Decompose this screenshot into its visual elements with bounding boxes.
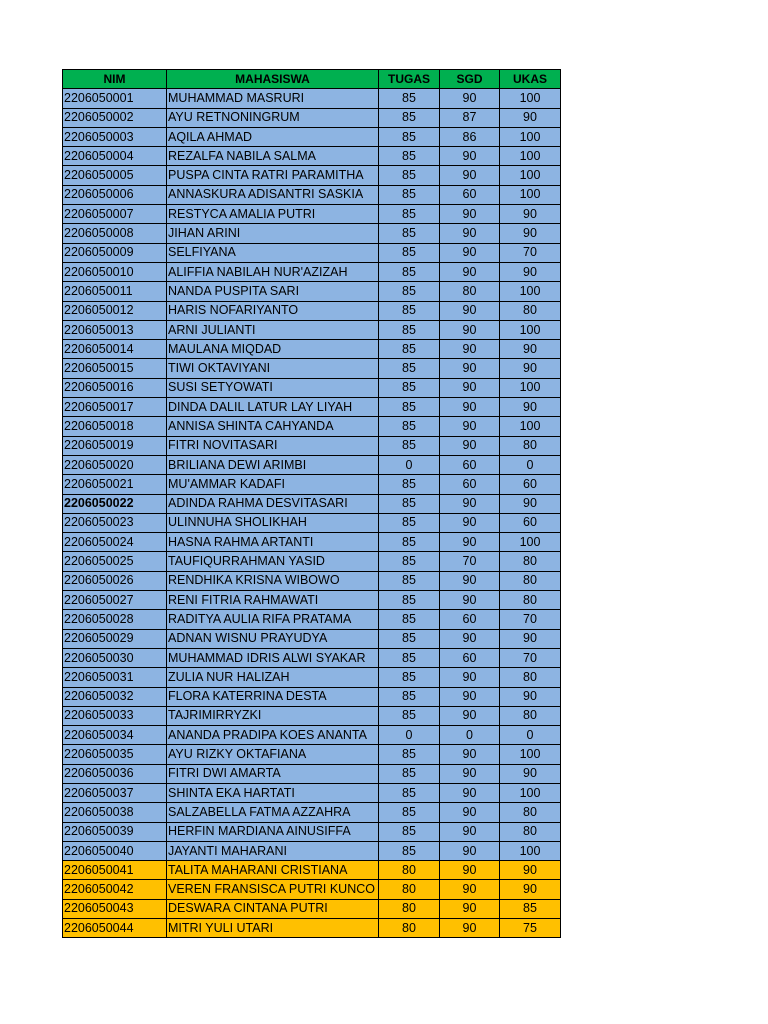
cell-ukas[interactable]: 80 — [500, 822, 561, 841]
cell-tugas[interactable]: 85 — [379, 301, 440, 320]
cell-mahasiswa[interactable]: ANNISA SHINTA CAHYANDA — [167, 417, 379, 436]
cell-tugas[interactable]: 85 — [379, 629, 440, 648]
cell-mahasiswa[interactable]: REZALFA NABILA SALMA — [167, 147, 379, 166]
cell-nim[interactable]: 2206050009 — [63, 243, 167, 262]
cell-mahasiswa[interactable]: RENDHIKA KRISNA WIBOWO — [167, 571, 379, 590]
cell-tugas[interactable]: 85 — [379, 108, 440, 127]
cell-tugas[interactable]: 85 — [379, 610, 440, 629]
table-row — [63, 185, 561, 204]
cell-mahasiswa[interactable]: JIHAN ARINI — [167, 224, 379, 243]
cell-nim[interactable]: 2206050025 — [63, 552, 167, 571]
cell-ukas[interactable]: 80 — [500, 301, 561, 320]
table-row — [63, 262, 561, 281]
cell-nim[interactable]: 2206050010 — [63, 262, 167, 281]
cell-tugas[interactable]: 85 — [379, 436, 440, 455]
cell-sgd[interactable]: 90 — [440, 687, 500, 706]
cell-nim[interactable]: 2206050011 — [63, 282, 167, 301]
cell-mahasiswa[interactable]: MUHAMMAD IDRIS ALWI SYAKAR — [167, 648, 379, 667]
cell-mahasiswa[interactable]: MITRI YULI UTARI — [167, 919, 379, 938]
table-row — [63, 745, 561, 764]
cell-nim[interactable]: 2206050038 — [63, 803, 167, 822]
cell-tugas[interactable]: 80 — [379, 880, 440, 899]
cell-sgd[interactable]: 90 — [440, 205, 500, 224]
table-row — [63, 378, 561, 397]
cell-ukas[interactable]: 100 — [500, 89, 561, 108]
cell-ukas[interactable]: 100 — [500, 783, 561, 802]
cell-sgd[interactable]: 90 — [440, 533, 500, 552]
table-row — [63, 89, 561, 108]
cell-mahasiswa[interactable]: DESWARA CINTANA PUTRI — [167, 899, 379, 918]
cell-mahasiswa[interactable]: AYU RIZKY OKTAFIANA — [167, 745, 379, 764]
cell-tugas[interactable]: 85 — [379, 706, 440, 725]
table-row — [63, 880, 561, 899]
cell-tugas[interactable]: 85 — [379, 417, 440, 436]
cell-sgd[interactable]: 90 — [440, 398, 500, 417]
cell-tugas[interactable]: 85 — [379, 166, 440, 185]
cell-ukas[interactable]: 90 — [500, 340, 561, 359]
cell-tugas[interactable]: 0 — [379, 726, 440, 745]
cell-tugas[interactable]: 85 — [379, 764, 440, 783]
cell-sgd[interactable]: 87 — [440, 108, 500, 127]
cell-sgd[interactable]: 90 — [440, 359, 500, 378]
cell-nim[interactable]: 2206050032 — [63, 687, 167, 706]
cell-mahasiswa[interactable]: ANNASKURA ADISANTRI SASKIA — [167, 185, 379, 204]
cell-mahasiswa[interactable]: ULINNUHA SHOLIKHAH — [167, 513, 379, 532]
cell-nim[interactable]: 2206050026 — [63, 571, 167, 590]
cell-nim[interactable]: 2206050036 — [63, 764, 167, 783]
cell-sgd[interactable]: 70 — [440, 552, 500, 571]
cell-tugas[interactable]: 85 — [379, 648, 440, 667]
cell-ukas[interactable]: 100 — [500, 185, 561, 204]
cell-tugas[interactable]: 85 — [379, 513, 440, 532]
cell-tugas[interactable]: 85 — [379, 668, 440, 687]
cell-mahasiswa[interactable]: RADITYA AULIA RIFA PRATAMA — [167, 610, 379, 629]
cell-ukas[interactable]: 100 — [500, 166, 561, 185]
table-row — [63, 359, 561, 378]
header-ukas[interactable]: UKAS — [500, 70, 561, 89]
cell-tugas[interactable]: 85 — [379, 205, 440, 224]
cell-nim[interactable]: 2206050035 — [63, 745, 167, 764]
cell-ukas[interactable]: 80 — [500, 571, 561, 590]
cell-sgd[interactable]: 90 — [440, 783, 500, 802]
cell-tugas[interactable]: 85 — [379, 571, 440, 590]
cell-sgd[interactable]: 90 — [440, 89, 500, 108]
cell-sgd[interactable]: 90 — [440, 436, 500, 455]
table-row — [63, 687, 561, 706]
cell-sgd[interactable]: 90 — [440, 880, 500, 899]
cell-ukas[interactable]: 0 — [500, 455, 561, 474]
table-row — [63, 455, 561, 474]
cell-sgd[interactable]: 90 — [440, 513, 500, 532]
header-tugas[interactable]: TUGAS — [379, 70, 440, 89]
cell-tugas[interactable]: 85 — [379, 185, 440, 204]
table-row — [63, 591, 561, 610]
cell-ukas[interactable]: 90 — [500, 861, 561, 880]
cell-mahasiswa[interactable]: TIWI OKTAVIYANI — [167, 359, 379, 378]
table-row — [63, 571, 561, 590]
cell-ukas[interactable]: 80 — [500, 668, 561, 687]
cell-ukas[interactable]: 100 — [500, 320, 561, 339]
table-row — [63, 494, 561, 513]
cell-sgd[interactable]: 60 — [440, 610, 500, 629]
cell-sgd[interactable]: 90 — [440, 668, 500, 687]
table-row — [63, 668, 561, 687]
table-row — [63, 147, 561, 166]
cell-mahasiswa[interactable]: NANDA PUSPITA SARI — [167, 282, 379, 301]
cell-ukas[interactable]: 100 — [500, 127, 561, 146]
cell-tugas[interactable]: 80 — [379, 919, 440, 938]
cell-tugas[interactable]: 85 — [379, 282, 440, 301]
cell-sgd[interactable]: 86 — [440, 127, 500, 146]
cell-ukas[interactable]: 90 — [500, 880, 561, 899]
cell-nim[interactable]: 2206050013 — [63, 320, 167, 339]
cell-nim[interactable]: 2206050040 — [63, 841, 167, 860]
cell-nim[interactable]: 2206050005 — [63, 166, 167, 185]
header-mahasiswa[interactable]: MAHASISWA — [167, 70, 379, 89]
cell-nim[interactable]: 2206050039 — [63, 822, 167, 841]
cell-tugas[interactable]: 85 — [379, 340, 440, 359]
cell-tugas[interactable]: 85 — [379, 398, 440, 417]
table-row — [63, 320, 561, 339]
table-row — [63, 417, 561, 436]
table-row — [63, 108, 561, 127]
cell-mahasiswa[interactable]: AYU RETNONINGRUM — [167, 108, 379, 127]
table-row — [63, 340, 561, 359]
cell-mahasiswa[interactable]: SHINTA EKA HARTATI — [167, 783, 379, 802]
cell-ukas[interactable]: 100 — [500, 147, 561, 166]
cell-mahasiswa[interactable]: RENI FITRIA RAHMAWATI — [167, 591, 379, 610]
cell-mahasiswa[interactable]: ALIFFIA NABILAH NUR'AZIZAH — [167, 262, 379, 281]
cell-nim[interactable]: 2206050037 — [63, 783, 167, 802]
cell-nim[interactable]: 2206050004 — [63, 147, 167, 166]
cell-mahasiswa[interactable]: TAUFIQURRAHMAN YASID — [167, 552, 379, 571]
cell-nim[interactable]: 2206050043 — [63, 899, 167, 918]
cell-sgd[interactable]: 90 — [440, 861, 500, 880]
cell-mahasiswa[interactable]: HASNA RAHMA ARTANTI — [167, 533, 379, 552]
cell-nim[interactable]: 2206050044 — [63, 919, 167, 938]
cell-mahasiswa[interactable]: ADNAN WISNU PRAYUDYA — [167, 629, 379, 648]
cell-tugas[interactable]: 85 — [379, 687, 440, 706]
cell-ukas[interactable]: 90 — [500, 687, 561, 706]
cell-nim[interactable]: 2206050007 — [63, 205, 167, 224]
cell-tugas[interactable]: 0 — [379, 455, 440, 474]
cell-tugas[interactable]: 85 — [379, 494, 440, 513]
cell-ukas[interactable]: 80 — [500, 436, 561, 455]
table-row — [63, 726, 561, 745]
cell-sgd[interactable]: 90 — [440, 147, 500, 166]
cell-sgd[interactable]: 90 — [440, 378, 500, 397]
cell-nim[interactable]: 2206050023 — [63, 513, 167, 532]
cell-ukas[interactable]: 90 — [500, 764, 561, 783]
cell-nim[interactable]: 2206050031 — [63, 668, 167, 687]
cell-mahasiswa[interactable]: SUSI SETYOWATI — [167, 378, 379, 397]
cell-tugas[interactable]: 85 — [379, 359, 440, 378]
cell-nim[interactable]: 2206050012 — [63, 301, 167, 320]
cell-tugas[interactable]: 85 — [379, 320, 440, 339]
cell-tugas[interactable]: 80 — [379, 899, 440, 918]
table-row — [63, 513, 561, 532]
cell-sgd[interactable]: 60 — [440, 648, 500, 667]
cell-mahasiswa[interactable]: FITRI DWI AMARTA — [167, 764, 379, 783]
header-row — [63, 70, 561, 89]
cell-ukas[interactable]: 100 — [500, 378, 561, 397]
cell-tugas[interactable]: 85 — [379, 378, 440, 397]
cell-sgd[interactable]: 90 — [440, 899, 500, 918]
cell-ukas[interactable]: 85 — [500, 899, 561, 918]
cell-sgd[interactable]: 60 — [440, 455, 500, 474]
table-row — [63, 224, 561, 243]
cell-sgd[interactable]: 90 — [440, 301, 500, 320]
cell-tugas[interactable]: 85 — [379, 243, 440, 262]
cell-mahasiswa[interactable]: DINDA DALIL LATUR LAY LIYAH — [167, 398, 379, 417]
table-row — [63, 919, 561, 938]
cell-nim[interactable]: 2206050019 — [63, 436, 167, 455]
table-row — [63, 706, 561, 725]
cell-ukas[interactable]: 75 — [500, 919, 561, 938]
cell-mahasiswa[interactable]: SALZABELLA FATMA AZZAHRA — [167, 803, 379, 822]
table-row — [63, 899, 561, 918]
cell-tugas[interactable]: 85 — [379, 745, 440, 764]
cell-nim[interactable]: 2206050029 — [63, 629, 167, 648]
cell-tugas[interactable]: 85 — [379, 89, 440, 108]
cell-sgd[interactable]: 90 — [440, 417, 500, 436]
cell-ukas[interactable]: 90 — [500, 108, 561, 127]
cell-ukas[interactable]: 70 — [500, 243, 561, 262]
cell-nim[interactable]: 2206050021 — [63, 475, 167, 494]
cell-sgd[interactable]: 90 — [440, 320, 500, 339]
cell-mahasiswa[interactable]: FLORA KATERRINA DESTA — [167, 687, 379, 706]
cell-mahasiswa[interactable]: SELFIYANA — [167, 243, 379, 262]
cell-mahasiswa[interactable]: PUSPA CINTA RATRI PARAMITHA — [167, 166, 379, 185]
cell-ukas[interactable]: 90 — [500, 494, 561, 513]
cell-nim[interactable]: 2206050001 — [63, 89, 167, 108]
cell-nim[interactable]: 2206050016 — [63, 378, 167, 397]
cell-tugas[interactable]: 85 — [379, 841, 440, 860]
cell-nim[interactable]: 2206050034 — [63, 726, 167, 745]
cell-mahasiswa[interactable]: ZULIA NUR HALIZAH — [167, 668, 379, 687]
cell-nim[interactable]: 2206050020 — [63, 455, 167, 474]
cell-ukas[interactable]: 90 — [500, 205, 561, 224]
table-row — [63, 861, 561, 880]
cell-mahasiswa[interactable]: TALITA MAHARANI CRISTIANA — [167, 861, 379, 880]
cell-sgd[interactable]: 90 — [440, 243, 500, 262]
cell-ukas[interactable]: 80 — [500, 706, 561, 725]
header-nim[interactable]: NIM — [63, 70, 167, 89]
cell-tugas[interactable]: 85 — [379, 262, 440, 281]
cell-sgd[interactable]: 90 — [440, 706, 500, 725]
cell-ukas[interactable]: 80 — [500, 552, 561, 571]
cell-nim[interactable]: 2206050042 — [63, 880, 167, 899]
cell-ukas[interactable]: 100 — [500, 745, 561, 764]
cell-tugas[interactable]: 85 — [379, 591, 440, 610]
cell-tugas[interactable]: 85 — [379, 224, 440, 243]
table-row — [63, 243, 561, 262]
cell-ukas[interactable]: 60 — [500, 475, 561, 494]
cell-mahasiswa[interactable]: VEREN FRANSISCA PUTRI KUNCO — [167, 880, 379, 899]
cell-mahasiswa[interactable]: HERFIN MARDIANA AINUSIFFA — [167, 822, 379, 841]
table-row — [63, 127, 561, 146]
cell-tugas[interactable]: 85 — [379, 803, 440, 822]
cell-ukas[interactable]: 90 — [500, 262, 561, 281]
table-row — [63, 803, 561, 822]
table-row — [63, 552, 561, 571]
cell-nim[interactable]: 2206050006 — [63, 185, 167, 204]
cell-nim[interactable]: 2206050024 — [63, 533, 167, 552]
cell-nim[interactable]: 2206050033 — [63, 706, 167, 725]
cell-nim[interactable]: 2206050014 — [63, 340, 167, 359]
cell-tugas[interactable]: 85 — [379, 822, 440, 841]
cell-mahasiswa[interactable]: AQILA AHMAD — [167, 127, 379, 146]
cell-mahasiswa[interactable]: RESTYCA AMALIA PUTRI — [167, 205, 379, 224]
table-body — [63, 89, 561, 938]
cell-mahasiswa[interactable]: MU'AMMAR KADAFI — [167, 475, 379, 494]
cell-mahasiswa[interactable]: BRILIANA DEWI ARIMBI — [167, 455, 379, 474]
cell-nim[interactable]: 2206050028 — [63, 610, 167, 629]
cell-ukas[interactable]: 70 — [500, 610, 561, 629]
table-row — [63, 398, 561, 417]
cell-sgd[interactable]: 90 — [440, 262, 500, 281]
table-row — [63, 822, 561, 841]
cell-mahasiswa[interactable]: MUHAMMAD MASRURI — [167, 89, 379, 108]
cell-sgd[interactable]: 90 — [440, 822, 500, 841]
cell-sgd[interactable]: 90 — [440, 629, 500, 648]
cell-nim[interactable]: 2206050022 — [63, 494, 167, 513]
cell-sgd[interactable]: 90 — [440, 224, 500, 243]
table-row — [63, 301, 561, 320]
cell-sgd[interactable]: 90 — [440, 764, 500, 783]
table-row — [63, 648, 561, 667]
cell-tugas[interactable]: 85 — [379, 147, 440, 166]
cell-tugas[interactable]: 85 — [379, 127, 440, 146]
cell-nim[interactable]: 2206050002 — [63, 108, 167, 127]
cell-ukas[interactable]: 80 — [500, 803, 561, 822]
cell-sgd[interactable]: 90 — [440, 803, 500, 822]
cell-nim[interactable]: 2206050008 — [63, 224, 167, 243]
table-row — [63, 783, 561, 802]
table-row — [63, 610, 561, 629]
table-row — [63, 629, 561, 648]
cell-nim[interactable]: 2206050041 — [63, 861, 167, 880]
cell-ukas[interactable]: 100 — [500, 417, 561, 436]
table-header — [63, 70, 561, 89]
cell-mahasiswa[interactable]: ADINDA RAHMA DESVITASARI — [167, 494, 379, 513]
cell-sgd[interactable]: 90 — [440, 745, 500, 764]
grades-table — [62, 69, 561, 938]
cell-mahasiswa[interactable]: HARIS NOFARIYANTO — [167, 301, 379, 320]
cell-nim[interactable]: 2206050003 — [63, 127, 167, 146]
cell-nim[interactable]: 2206050017 — [63, 398, 167, 417]
cell-mahasiswa[interactable]: TAJRIMIRRYZKI — [167, 706, 379, 725]
table-row — [63, 282, 561, 301]
cell-tugas[interactable]: 80 — [379, 861, 440, 880]
cell-ukas[interactable]: 0 — [500, 726, 561, 745]
table-row — [63, 764, 561, 783]
cell-sgd[interactable]: 90 — [440, 571, 500, 590]
table-row — [63, 841, 561, 860]
cell-mahasiswa[interactable]: JAYANTI MAHARANI — [167, 841, 379, 860]
table-row — [63, 475, 561, 494]
cell-nim[interactable]: 2206050027 — [63, 591, 167, 610]
cell-sgd[interactable]: 90 — [440, 340, 500, 359]
cell-nim[interactable]: 2206050018 — [63, 417, 167, 436]
cell-nim[interactable]: 2206050030 — [63, 648, 167, 667]
cell-ukas[interactable]: 90 — [500, 398, 561, 417]
cell-tugas[interactable]: 85 — [379, 475, 440, 494]
header-sgd[interactable]: SGD — [440, 70, 500, 89]
table-row — [63, 166, 561, 185]
cell-tugas[interactable]: 85 — [379, 533, 440, 552]
cell-sgd[interactable]: 90 — [440, 494, 500, 513]
cell-ukas[interactable]: 80 — [500, 591, 561, 610]
cell-ukas[interactable]: 90 — [500, 629, 561, 648]
table-row — [63, 205, 561, 224]
cell-ukas[interactable]: 100 — [500, 533, 561, 552]
cell-mahasiswa[interactable]: ANANDA PRADIPA KOES ANANTA — [167, 726, 379, 745]
cell-tugas[interactable]: 85 — [379, 552, 440, 571]
cell-sgd[interactable]: 90 — [440, 919, 500, 938]
cell-sgd[interactable]: 90 — [440, 841, 500, 860]
cell-sgd[interactable]: 60 — [440, 475, 500, 494]
cell-ukas[interactable]: 70 — [500, 648, 561, 667]
table-row — [63, 533, 561, 552]
cell-sgd[interactable]: 90 — [440, 166, 500, 185]
cell-sgd[interactable]: 90 — [440, 591, 500, 610]
cell-sgd[interactable]: 0 — [440, 726, 500, 745]
cell-ukas[interactable]: 90 — [500, 359, 561, 378]
cell-ukas[interactable]: 60 — [500, 513, 561, 532]
cell-nim[interactable]: 2206050015 — [63, 359, 167, 378]
cell-ukas[interactable]: 90 — [500, 224, 561, 243]
table-row — [63, 436, 561, 455]
cell-mahasiswa[interactable]: MAULANA MIQDAD — [167, 340, 379, 359]
cell-mahasiswa[interactable]: ARNI JULIANTI — [167, 320, 379, 339]
cell-sgd[interactable]: 60 — [440, 185, 500, 204]
cell-mahasiswa[interactable]: FITRI NOVITASARI — [167, 436, 379, 455]
cell-ukas[interactable]: 100 — [500, 282, 561, 301]
cell-ukas[interactable]: 100 — [500, 841, 561, 860]
cell-tugas[interactable]: 85 — [379, 783, 440, 802]
cell-sgd[interactable]: 80 — [440, 282, 500, 301]
